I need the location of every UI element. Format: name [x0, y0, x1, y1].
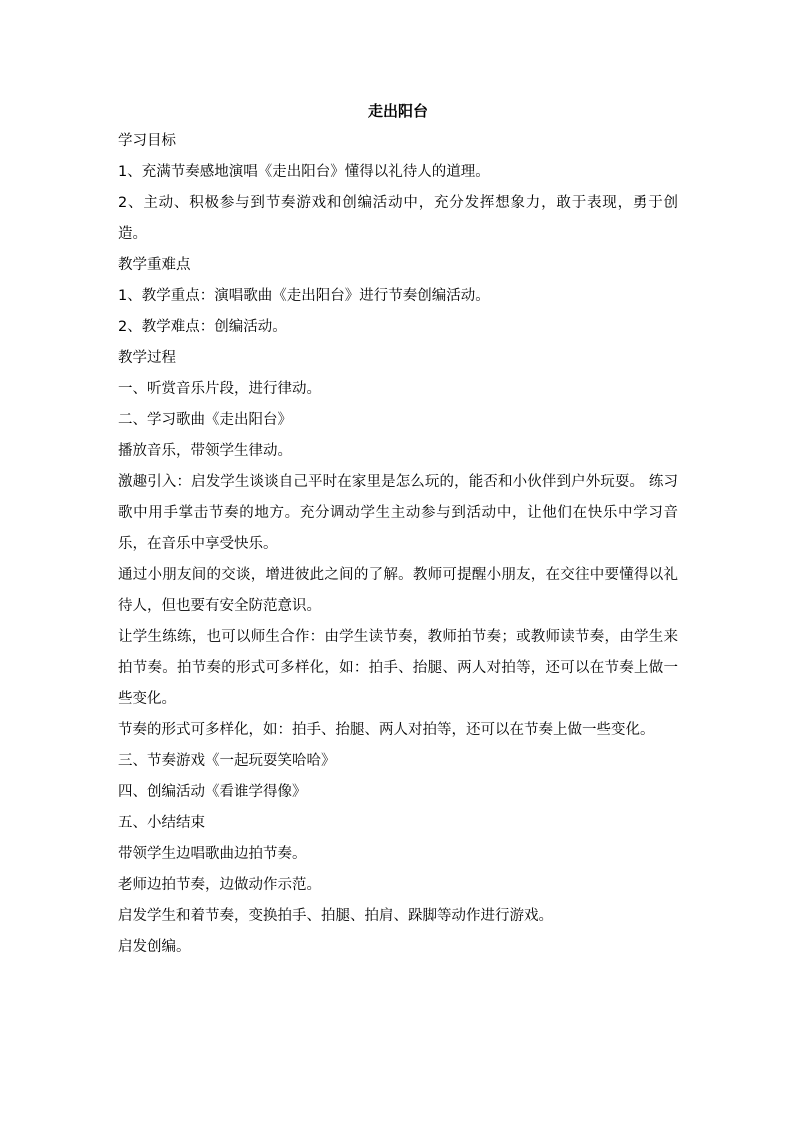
process-step-5: 五、小结结束 — [118, 815, 205, 831]
section-heading-process: 教学过程 — [118, 350, 176, 366]
summary-paragraph: 老师边拍节奏，边做动作示范。 — [118, 877, 321, 893]
process-paragraph: 激趣引入：启发学生谈谈自己平时在家里是怎么玩的，能否和小伙伴到户外玩耍。 练习歌中用手掌击节奏的地方。充分调动学生主动参与到活动中，让他们在快乐中学习音乐，在音乐中享受快乐。 — [118, 474, 678, 552]
process-step-4: 四、创编活动《看谁学得像》 — [118, 784, 307, 800]
section-heading-key-points: 教学重难点 — [118, 257, 191, 273]
key-point-1: 1、教学重点：演唱歌曲《走出阳台》进行节奏创编活动。 — [118, 288, 490, 304]
summary-paragraph: 启发创编。 — [118, 939, 191, 955]
key-point-2: 2、教学难点：创编活动。 — [118, 319, 287, 335]
summary-paragraph: 带领学生边唱歌曲边拍节奏。 — [118, 846, 307, 862]
section-heading-objectives: 学习目标 — [118, 133, 176, 149]
process-step-2: 二、学习歌曲《走出阳台》 — [118, 412, 292, 428]
document-title: 走出阳台 — [367, 102, 428, 120]
process-paragraph: 通过小朋友间的交谈，增进彼此之间的了解。教师可提醒小朋友，在交往中要懂得以礼待人，但也要有安全防范意识。 — [118, 567, 678, 614]
objective-2: 2、主动、积极参与到节奏游戏和创编活动中，充分发挥想象力，敢于表现，勇于创造。 — [118, 195, 678, 242]
process-step-1: 一、听赏音乐片段，进行律动。 — [118, 381, 321, 397]
objective-1: 1、充满节奏感地演唱《走出阳台》懂得以礼待人的道理。 — [118, 164, 490, 180]
process-paragraph: 播放音乐，带领学生律动。 — [118, 443, 292, 459]
process-step-3: 三、节奏游戏《一起玩耍笑哈哈》 — [118, 753, 336, 769]
document-page — [118, 96, 678, 963]
process-paragraph: 让学生练练，也可以师生合作：由学生读节奏，教师拍节奏；或教师读节奏，由学生来拍节奏。拍节奏的形式可多样化，如：拍手、抬腿、两人对拍等，还可以在节奏上做一些变化。 — [118, 629, 678, 707]
process-paragraph: 节奏的形式可多样化，如：拍手、抬腿、两人对拍等，还可以在节奏上做一些变化。 — [118, 722, 655, 738]
summary-paragraph: 启发学生和着节奏，变换拍手、拍腿、拍肩、跺脚等动作进行游戏。 — [118, 908, 553, 924]
